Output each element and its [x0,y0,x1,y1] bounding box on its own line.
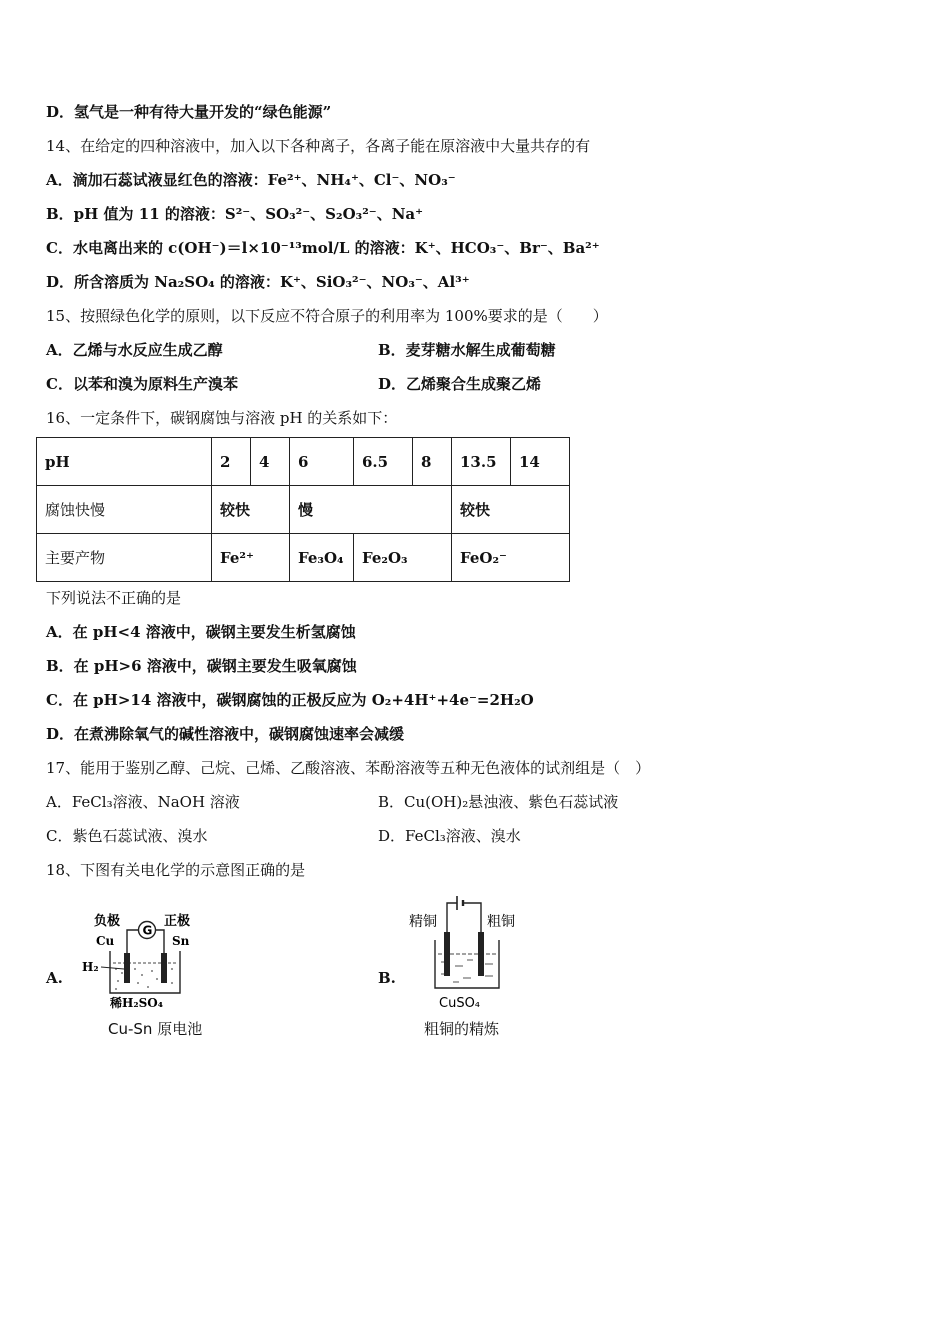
q16-option-a: A．在 pH<4 溶液中，碳钢主要发生析氢腐蚀 [46,623,356,641]
q14-option-d-ions: K⁺、SiO₃²⁻、NO₃⁻、Al³⁺ [279,273,470,291]
table-cell: 较快 [452,486,570,534]
q16-option-c: C．在 pH>14 溶液中，碳钢腐蚀的正极反应为 O₂+4H⁺+4e⁻=2H₂O [46,691,534,709]
q14-option-a-ions: Fe²⁺、NH₄⁺、Cl⁻、NO₃⁻ [267,171,456,189]
q14-option-c-ions: K⁺、HCO₃⁻、Br⁻、Ba²⁺ [414,239,600,257]
q15-option-a: A．乙烯与水反应生成乙醇 [46,341,223,359]
sn-label: Sn [172,934,190,948]
q17-option-a: A．FeCl₃溶液、NaOH 溶液 [46,793,240,811]
crude-copper-electrode [478,932,484,976]
dilute-h2so4-label: 稀H₂SO₄ [110,996,163,1010]
galvanometer-label: G [142,923,153,938]
pure-copper-electrode [444,932,450,976]
q14-option-b [46,204,423,224]
table-cell: FeO₂⁻ [452,534,570,582]
table-cell: Fe²⁺ [212,534,290,582]
table-cell: 13.5 [452,438,511,486]
q14-stem: 14、在给定的四种溶液中，加入以下各种离子，各离子能在原溶液中大量共存的有 [46,137,591,155]
cu-sn-cell-caption: Cu-Sn 原电池 [108,1020,203,1038]
cu-label: Cu [96,934,115,948]
copper-refining-diagram [405,890,525,1014]
table-cell: 慢 [290,486,452,534]
q18-stem: 18、下图有关电化学的示意图正确的是 [46,861,306,879]
table-cell: 6.5 [354,438,413,486]
copper-refining-caption: 粗铜的精炼 [424,1020,500,1038]
table-cell: 4 [251,438,290,486]
q14-option-a-text: A．滴加石蕊试液显红色的溶液： [46,171,268,189]
table-row [37,534,570,582]
q17-option-d: D．FeCl₃溶液、溴水 [378,827,521,845]
cuso4-label: CuSO₄ [439,996,481,1011]
q15-stem: 15、按照绿色化学的原则，以下反应不符合原子的利用率为 100%要求的是（ ） [46,307,608,325]
h2-label: H₂ [82,960,99,974]
q14-option-a [46,170,456,190]
q14-option-b-ions: S²⁻、SO₃²⁻、S₂O₃²⁻、Na⁺ [224,205,424,223]
q14-option-c [46,238,600,258]
q15-option-c: C．以苯和溴为原料生产溴苯 [46,375,238,393]
table-cell: 较快 [212,486,290,534]
table-cell: 6 [290,438,354,486]
q18-option-a-label: A. [46,969,63,987]
ph-corrosion-table [36,437,570,582]
q16-option-b: B．在 pH>6 溶液中，碳钢主要发生吸氧腐蚀 [46,657,357,675]
q14-option-d-text: D．所含溶质为 Na₂SO₄ 的溶液： [46,273,280,291]
table-cell: 2 [212,438,251,486]
pure-copper-label: 精铜 [409,914,437,930]
table-cell: Fe₂O₃ [354,534,452,582]
crude-copper-label: 粗铜 [487,914,515,930]
q13-option-d: D．氢气是一种有待大量开发的“绿色能源” [46,103,332,121]
table-cell: 腐蚀快慢 [37,486,212,534]
q17-stem: 17、能用于鉴别乙醇、己烷、己烯、乙酸溶液、苯酚溶液等五种无色液体的试剂组是（ ） [46,759,651,777]
table-row [37,438,570,486]
table-cell: Fe₃O₄ [290,534,354,582]
q18-option-b-label: B. [378,969,396,987]
sn-electrode [161,953,167,983]
q16-option-d: D．在煮沸除氧气的碱性溶液中，碳钢腐蚀速率会减缓 [46,725,405,743]
q17-option-b: B．Cu(OH)₂悬浊液、紫色石蕊试液 [378,793,619,811]
q16-prompt: 下列说法不正确的是 [46,589,182,607]
table-cell: 8 [413,438,452,486]
q14-option-b-text: B．pH 值为 11 的溶液： [46,205,225,223]
q16-stem: 16、一定条件下，碳钢腐蚀与溶液 pH 的关系如下： [46,409,398,427]
q14-option-c-text: C．水电离出来的 c(OH⁻)＝l×10⁻¹³mol/L 的溶液： [46,239,415,257]
q15-option-d: D．乙烯聚合生成聚乙烯 [378,375,542,393]
table-row [37,486,570,534]
q15-option-b: B．麦芽糖水解生成葡萄糖 [378,341,556,359]
negative-label: 负极 [94,914,121,929]
positive-label: 正极 [164,914,191,929]
q17-option-c: C．紫色石蕊试液、溴水 [46,827,208,845]
table-cell: 14 [511,438,570,486]
table-cell: pH [37,438,212,486]
table-cell: 主要产物 [37,534,212,582]
cu-sn-cell-diagram [80,905,220,1013]
cu-electrode [124,953,130,983]
q14-option-d [46,272,470,292]
